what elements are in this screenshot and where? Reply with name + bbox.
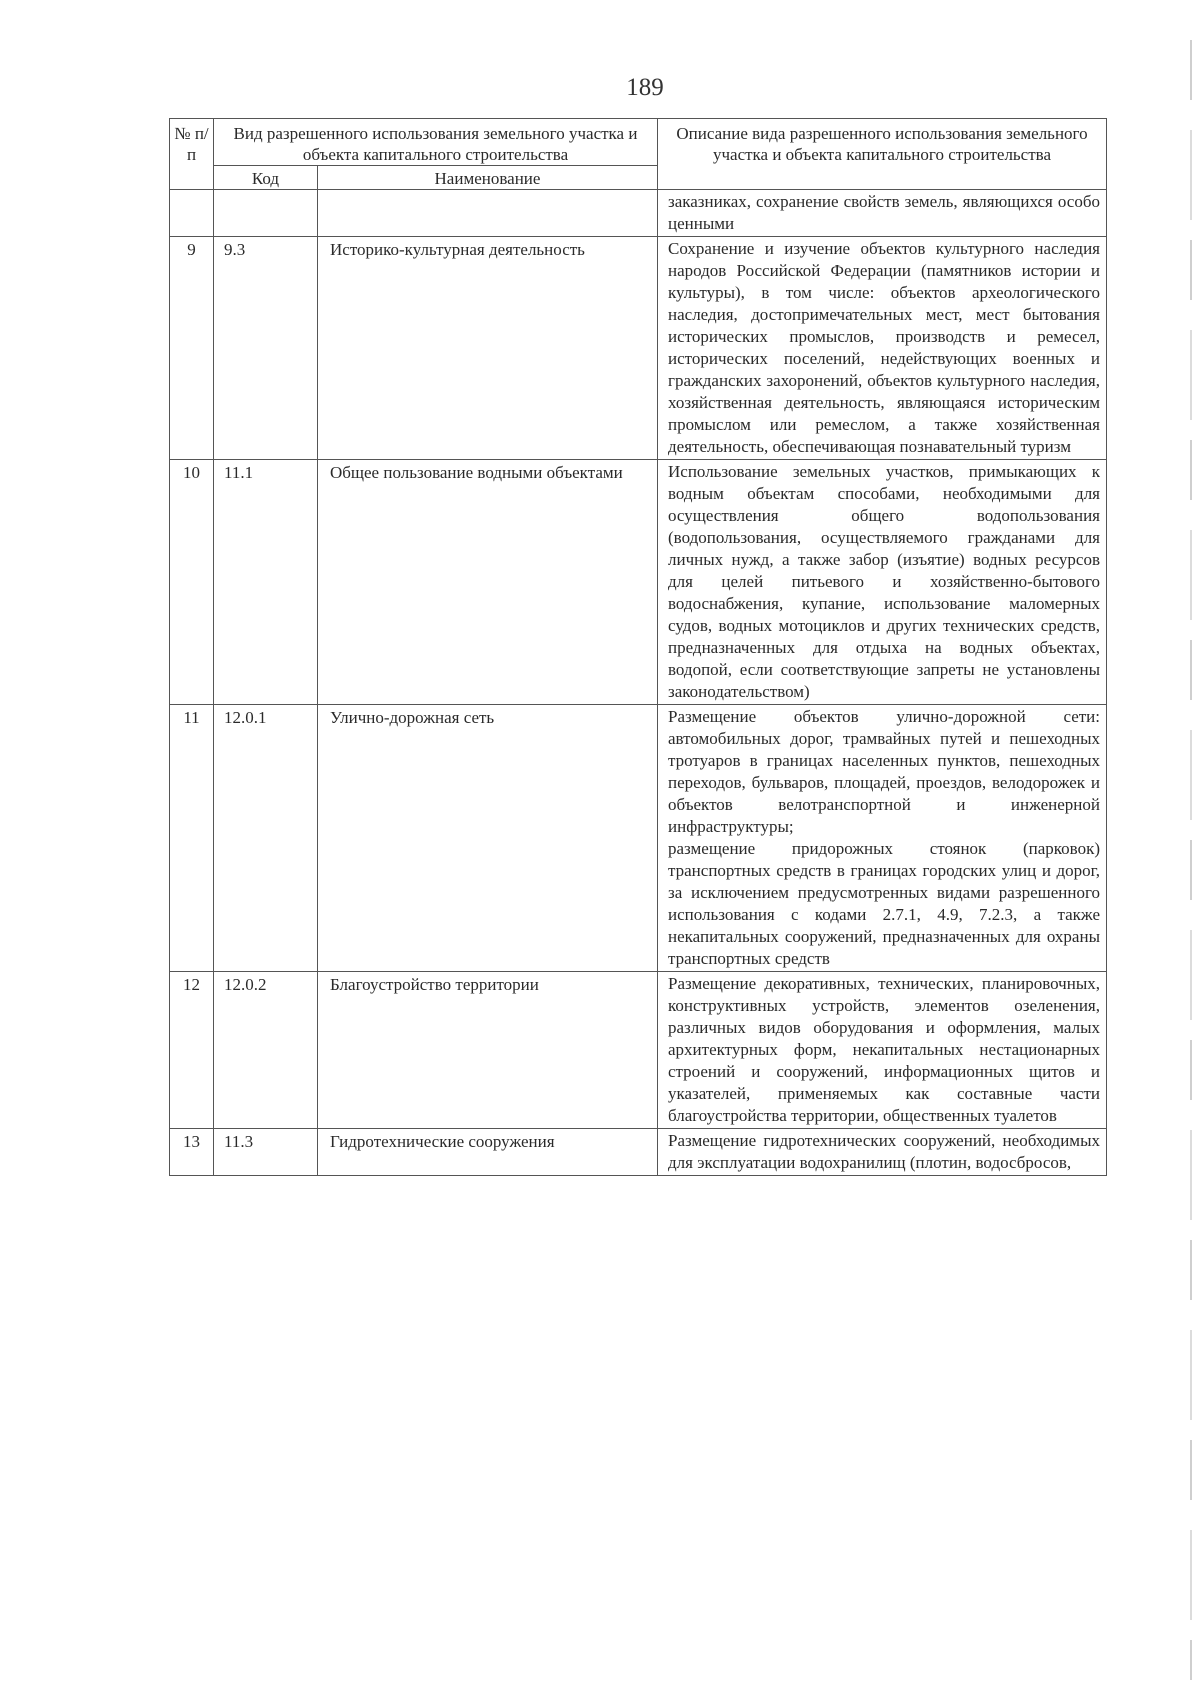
description-paragraph-1: Размещение объектов улично-дорожной сети: автомобильных дорог, трамвайных путей и пешеходных тротуаров в границах населенных пунктов, пешеходных переходов, бульваров, площадей, проездов, велодорожек и объектов велотранспортной и инженерной инфраструктуры; <box>668 707 1100 836</box>
row-name: Общее пользование водными объектами <box>318 460 658 705</box>
row-name <box>318 190 658 237</box>
row-description: Использование земельных участков, примыкающих к водным объектам способами, необходимыми для осуществления общего водопользования (водопользования, осуществляемого гражданами для личных нужд, а также забор (изъятие) водных ресурсов для целей питьевого и хозяйственно-бытового водоснабжения, купание, использование маломерных судов, водных мотоциклов и других технических средств, предназначенных для отдыха на водных объектах, водопой, если соответствующие запреты не установлены законодательством) <box>658 460 1107 705</box>
row-name: Благоустройство территории <box>318 972 658 1129</box>
header-description: Описание вида разрешенного использования земельного участка и объекта капитального строительства <box>658 119 1107 190</box>
table-header <box>170 119 1107 190</box>
header-name: Наименование <box>318 166 658 190</box>
row-description <box>658 705 1107 972</box>
row-num: 13 <box>170 1129 214 1176</box>
row-code: 12.0.1 <box>214 705 318 972</box>
row-code: 11.1 <box>214 460 318 705</box>
row-num: 12 <box>170 972 214 1129</box>
row-code <box>214 190 318 237</box>
table-row <box>170 237 1107 460</box>
table-row <box>170 1129 1107 1176</box>
table-row <box>170 190 1107 237</box>
scan-edge-artifact <box>1190 40 1192 1680</box>
row-description: Размещение гидротехнических сооружений, необходимых для эксплуатации водохранилищ (плотин, водосбросов, <box>658 1129 1107 1176</box>
row-description: заказниках, сохранение свойств земель, являющихся особо ценными <box>658 190 1107 237</box>
table-row <box>170 972 1107 1129</box>
header-num: № п/п <box>170 119 214 190</box>
row-name: Улично-дорожная сеть <box>318 705 658 972</box>
row-num: 10 <box>170 460 214 705</box>
row-code: 11.3 <box>214 1129 318 1176</box>
row-name: Гидротехнические сооружения <box>318 1129 658 1176</box>
table-row <box>170 705 1107 972</box>
land-use-table <box>169 118 1107 1176</box>
row-name: Историко-культурная деятельность <box>318 237 658 460</box>
row-code: 9.3 <box>214 237 318 460</box>
table-row <box>170 460 1107 705</box>
row-num: 9 <box>170 237 214 460</box>
row-description: Сохранение и изучение объектов культурного наследия народов Российской Федерации (памятников истории и культуры), в том числе: объектов археологического наследия, достопримечательных мест, мест бытования исторических промыслов, производств и ремесел, исторических поселений, недействующих военных и гражданских захоронений, объектов культурного наследия, хозяйственная деятельность, являющаяся историческим промыслом или ремеслом, а также хозяйственная деятельность, обеспечивающая познавательный туризм <box>658 237 1107 460</box>
row-code: 12.0.2 <box>214 972 318 1129</box>
header-code: Код <box>214 166 318 190</box>
page-number: 189 <box>626 74 664 101</box>
row-num: 11 <box>170 705 214 972</box>
description-paragraph-2: размещение придорожных стоянок (парковок) транспортных средств в границах городских улиц и дорог, за исключением предусмотренных видами разрешенного использования с кодами 2.7.1, 4.9, 7.2.3, а также некапитальных сооружений, предназначенных для охраны транспортных средств <box>668 839 1100 968</box>
header-group: Вид разрешенного использования земельного участка и объекта капитального строительства <box>214 119 658 166</box>
row-num <box>170 190 214 237</box>
row-description: Размещение декоративных, технических, планировочных, конструктивных устройств, элементов озеленения, различных видов оборудования и оформления, малых архитектурных форм, некапитальных нестационарных строений и сооружений, информационных щитов и указателей, применяемых как составные части благоустройства территории, общественных туалетов <box>658 972 1107 1129</box>
